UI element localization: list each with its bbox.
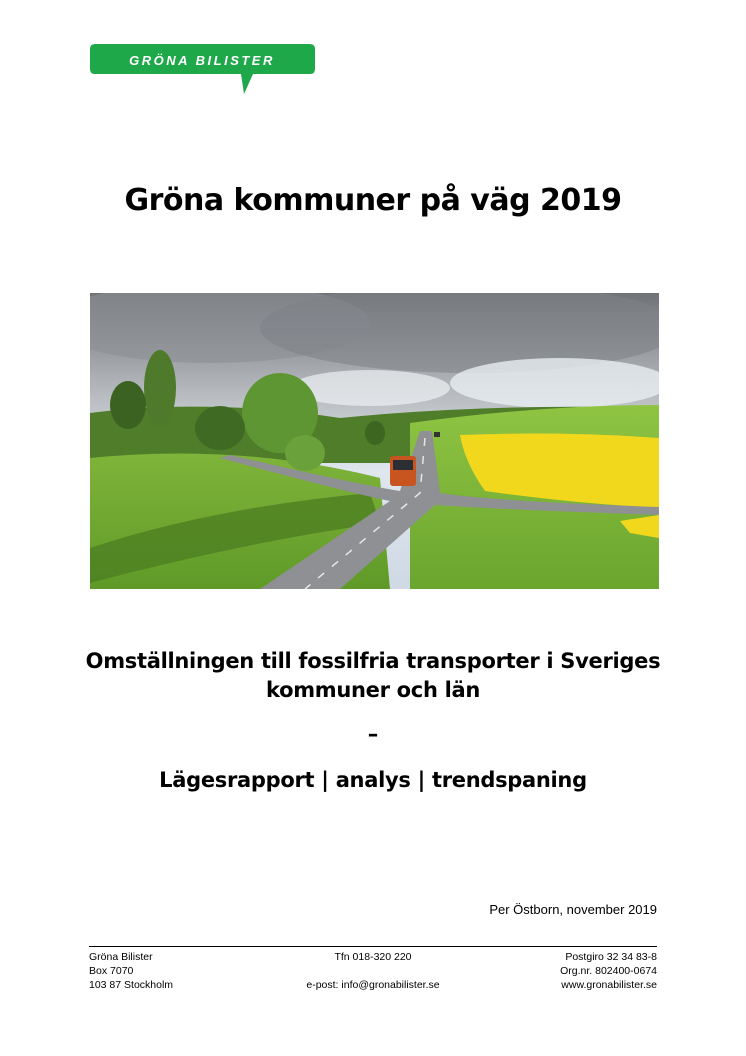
cover-photo — [90, 293, 659, 589]
footer-website[interactable]: www.gronabilister.se — [561, 979, 657, 991]
footer-box: Box 7070 — [89, 965, 134, 977]
footer-org-name: Gröna Bilister — [89, 951, 153, 963]
subtitle-line-2: kommuner och län — [265, 678, 481, 702]
footer-phone: Tfn 018-320 220 — [334, 951, 412, 963]
report-tagline: Lägesrapport | analys | trendspaning — [159, 768, 587, 792]
footer-postgiro: Postgiro 32 34 83-8 — [565, 951, 657, 963]
subtitle-dash: – — [367, 722, 379, 746]
report-subtitle — [0, 647, 746, 705]
logo-text: GRÖNA BILISTER — [129, 53, 275, 68]
footer-email[interactable]: e-post: info@gronabilister.se — [306, 979, 440, 991]
document-title: Gröna kommuner på väg 2019 — [124, 183, 622, 218]
footer-orgnr: Org.nr. 802400-0674 — [560, 965, 657, 977]
footer-city: 103 87 Stockholm — [89, 979, 174, 991]
gronabilister-logo — [89, 43, 316, 95]
subtitle-line-1: Omställningen till fossilfria transporter i Sveriges — [85, 649, 661, 673]
footer-registry — [560, 950, 657, 992]
footer-divider — [89, 946, 657, 947]
author-line: Per Östborn, november 2019 — [489, 902, 657, 917]
